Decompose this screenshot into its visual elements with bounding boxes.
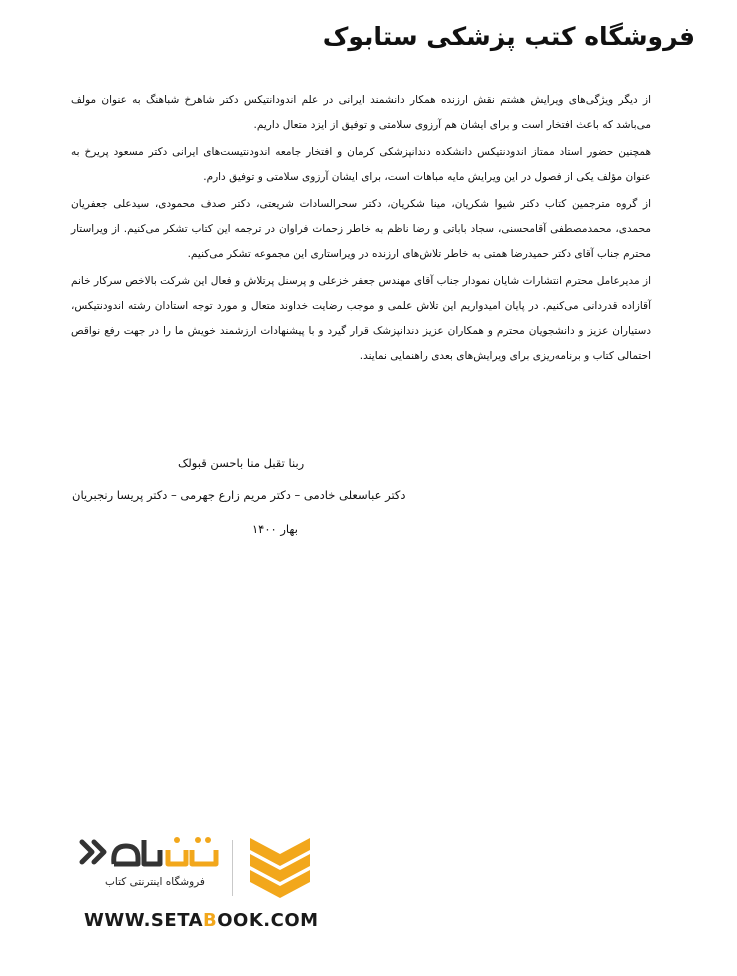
url-accent: B [203, 910, 218, 931]
paragraph: از مدیرعامل محترم انتشارات شایان نمودار جناب آقای مهندس جعفر خزعلی و پرسنل پرتلاش و فعال این شرکت بالاخص سرکار خانم آقازاده قدردانی می‌کنیم. در پایان امیدواریم این تلاش علمی و موجب رضایت خداوند متعال و مورد توجه استادان رشته اندودنتیکس، دستیاران عزیز و دانشجویان محترم و همکاران عزیز دندانپزشک قرار گیرد و با پیشنهادات ارزشمند خویش ما را در جهت رفع نواقص احتمالی کتاب و برنامه‌ریزی برای ویرایش‌های بعدی راهنمایی نمایند. [71, 275, 651, 362]
page-title: فروشگاه کتب پزشکی ستابوک [322, 22, 695, 51]
logo-divider [232, 840, 233, 896]
closing-prayer: ربنا تقبل منا باحسن قبولک [178, 456, 305, 470]
date-line: بهار ۱۴۰۰ [252, 522, 298, 536]
paragraph: همچنین حضور استاد ممتاز اندودنتیکس دانشکده دندانپزشکی کرمان و افتخار جامعه اندودنتیست‌های ایرانی دکتر مسعود پریرخ به عنوان مؤلف یکی از فصول در این ویرایش مایه مباهات است، برای ایشان آرزوی سلامتی و توفیق دارم. [71, 146, 651, 183]
url-prefix: WWW.SETA [84, 910, 204, 931]
website-url[interactable] [84, 910, 319, 931]
logo-wordmark [78, 832, 224, 876]
setabook-logo [78, 832, 318, 902]
chevron-book-icon [242, 832, 318, 900]
paragraph: از دیگر ویژگی‌های ویرایش هشتم نقش ارزنده همکار دانشمند ایرانی در علم اندودانتیکس دکتر شاهرخ شباهنگ به عنوان مولف می‌باشد که باعث افتخار است و برای ایشان هم آرزوی سلامتی و توفیق از ایزد متعال داریم. [71, 94, 651, 131]
logo-tagline: فروشگاه اینترنتی کتاب [105, 876, 205, 888]
url-suffix: OOK.COM [217, 910, 319, 931]
body-text [71, 88, 651, 371]
paragraph: از گروه مترجمین کتاب دکتر شیوا شکریان، مینا شکریان، دکتر سحرالسادات شریعتی، دکتر صدف محمودی، سیدعلی جعفریان محمدی، محمدمصطفی آقامحسنی، سجاد باباتی و رضا ناظم به خاطر زحمات فراوان در ترجمه این کتاب تشکر می‌کنیم. از ویراستار محترم جناب آقای دکتر حمیدرضا همتی به خاطر تلاش‌های ارزنده در ویراستاری این مجموعه تشکر می‌کنیم. [71, 198, 651, 260]
authors-line: دکتر عباسعلی خادمی – دکتر مریم زارع جهرمی – دکتر پریسا رنجبریان [72, 488, 406, 502]
